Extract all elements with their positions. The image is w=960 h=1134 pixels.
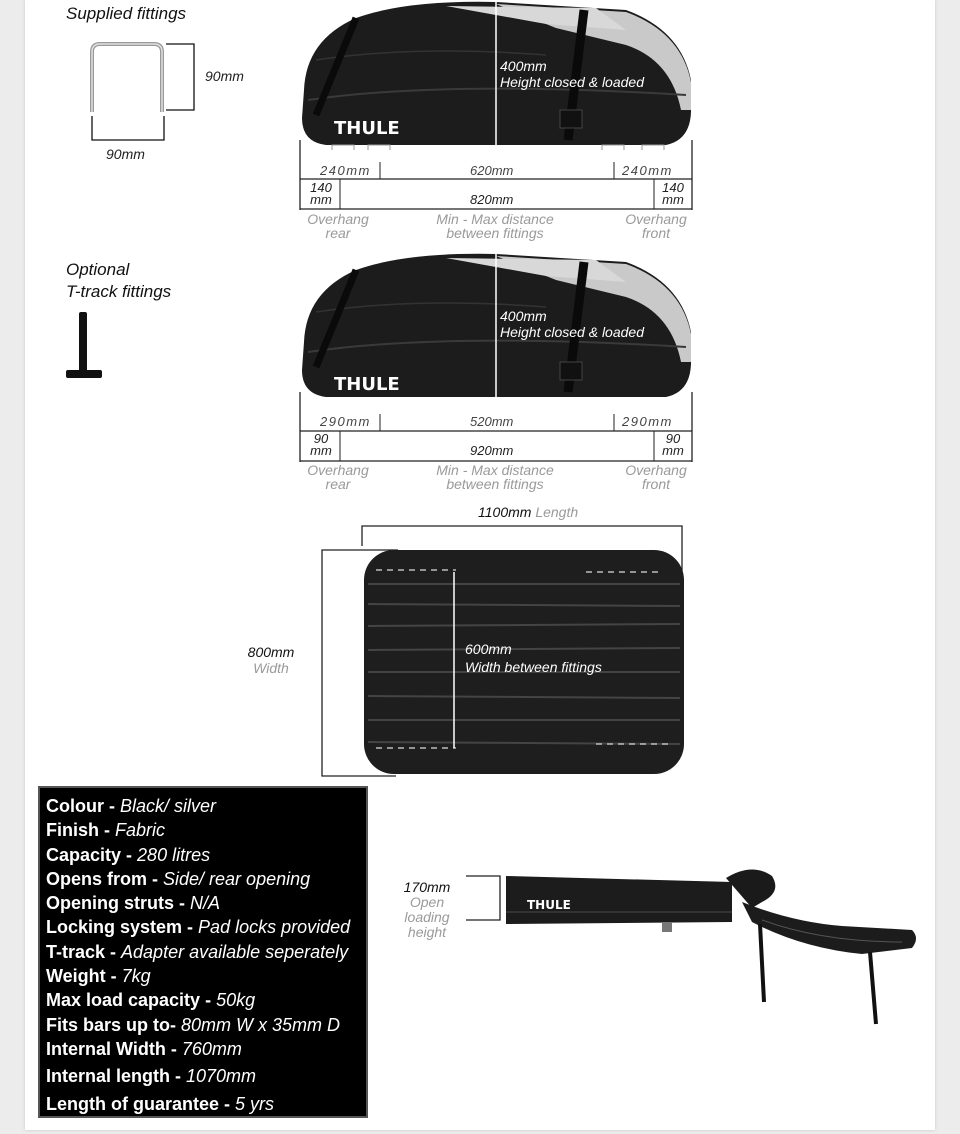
spec-value: 760mm — [181, 1038, 242, 1059]
top-view-between-value: 600mm — [465, 641, 512, 657]
fig2-overhang-right — [654, 433, 692, 457]
spec-key: Finish — [46, 820, 99, 841]
top-view-between-label: Width between fittings — [465, 659, 602, 675]
fig1-min-max-line1: Min - Max distance — [436, 211, 554, 227]
spec-row — [46, 1037, 360, 1061]
fig2-right-seg: 290mm — [622, 414, 673, 429]
fig1-min-max — [420, 212, 570, 240]
spec-separator: - — [165, 1038, 182, 1059]
spec-value: N/A — [190, 893, 221, 914]
fig2-overhang-left — [302, 433, 340, 457]
fig1-overhang-front-line2: front — [641, 225, 670, 241]
spec-value: Side/ rear opening — [163, 868, 311, 889]
spec-value: 50kg — [216, 990, 256, 1011]
fig1-left-seg: 240mm — [320, 163, 371, 178]
thule-logo-1: THULE — [334, 118, 400, 139]
fig2-overhang-left-value: 90 — [313, 431, 329, 446]
fig1-overhang-left-value: 140 — [310, 180, 332, 195]
spec-key: Opening struts — [46, 893, 175, 914]
fig2-overhang-right-value: 90 — [665, 431, 681, 446]
thule-logo-3: THULE — [527, 898, 571, 912]
spec-key: Opens from — [46, 868, 148, 889]
spec-value: 7kg — [121, 966, 151, 987]
supplied-fittings-title: Supplied fittings — [66, 4, 187, 23]
top-view-length-value: 1100mm — [478, 504, 532, 520]
spec-value: Adapter available seperately — [121, 941, 349, 962]
spec-key: T-track — [46, 941, 106, 962]
top-view-width-label: Width — [253, 660, 289, 676]
thule-logo-2: THULE — [334, 374, 400, 395]
fig2-min-max-line1: Min - Max distance — [436, 462, 554, 478]
optional-label: Optional — [66, 260, 130, 279]
spec-separator: - — [147, 868, 164, 889]
fig1-overhang-front-line1: Overhang — [625, 211, 687, 227]
fig2-overhang-front-line2: front — [641, 476, 670, 492]
spec-row — [46, 915, 360, 939]
fig2-height-value: 400mm — [500, 308, 547, 324]
spec-key: Internal Width — [46, 1038, 166, 1059]
bag-open-side-view — [462, 862, 922, 1032]
spec-key: Colour — [46, 796, 104, 816]
fig2-mid-seg: 520mm — [470, 414, 514, 429]
fig2-overhang-front-line1: Overhang — [625, 462, 687, 478]
fig2-overhang-left-unit: mm — [310, 443, 332, 458]
spec-row — [46, 794, 360, 818]
fig1-overhang-right-unit: mm — [662, 192, 684, 207]
open-height-label-1: Open — [409, 894, 445, 910]
fig2-overhang-right-unit: mm — [662, 443, 684, 458]
open-height-label-2: loading — [404, 909, 450, 925]
spec-separator: - — [121, 844, 138, 865]
open-height-label-3: height — [407, 924, 447, 940]
top-view-length-label: Length — [535, 504, 579, 520]
specifications-panel — [38, 786, 368, 1118]
spec-row — [46, 818, 360, 842]
spec-key: Fits bars up to- — [46, 1014, 176, 1035]
spec-value: 5 yrs — [235, 1093, 275, 1114]
top-view-length — [478, 504, 578, 520]
fig1-right-seg: 240mm — [622, 163, 673, 178]
top-view-width-value: 800mm — [247, 644, 295, 660]
fig2-overhang-rear-line2: rear — [325, 476, 351, 492]
fig1-overhang-rear — [298, 212, 378, 240]
spec-value: Fabric — [115, 820, 166, 841]
spec-row — [46, 1013, 360, 1037]
u-bolt-diagram — [84, 40, 204, 144]
spec-separator: - — [182, 917, 199, 938]
spec-separator: - — [105, 966, 122, 987]
spec-separator: - — [105, 941, 122, 962]
spec-separator: - — [99, 820, 115, 841]
fig2-total: 920mm — [470, 443, 514, 458]
fig1-total: 820mm — [470, 192, 514, 207]
u-bolt-height: 90mm — [205, 68, 244, 84]
spec-key: Internal length — [46, 1066, 171, 1087]
fig1-overhang-right-value: 140 — [662, 180, 684, 195]
fig1-mid-seg: 620mm — [470, 163, 514, 178]
spec-separator: - — [219, 1093, 236, 1114]
fig2-height-label: Height closed & loaded — [500, 324, 644, 340]
t-track-bolt-diagram — [62, 310, 106, 382]
fig2-overhang-rear-line1: Overhang — [307, 462, 369, 478]
spec-row — [46, 891, 360, 915]
fig1-overhang-front — [614, 212, 698, 240]
spec-row — [46, 1064, 360, 1088]
fig2-min-max — [420, 463, 570, 491]
spec-value: Black/ silver — [120, 796, 217, 816]
spec-separator: - — [170, 1066, 187, 1087]
spec-value: Pad locks provided — [198, 917, 351, 938]
spec-row — [46, 843, 360, 867]
spec-row — [46, 988, 360, 1012]
spec-key: Max load capacity — [46, 990, 201, 1011]
spec-key: Length of guarantee — [46, 1093, 220, 1114]
spec-value: 80mm W x 35mm D — [181, 1014, 341, 1035]
spec-row — [46, 964, 360, 988]
open-height-value: 170mm — [403, 879, 451, 895]
spec-key: Locking system — [46, 917, 183, 938]
spec-separator: - — [200, 990, 217, 1011]
fig1-overhang-rear-line1: Overhang — [307, 211, 369, 227]
spec-row — [46, 867, 360, 891]
fig2-min-max-line2: between fittings — [446, 476, 544, 492]
spec-row — [46, 1092, 360, 1116]
t-track-label: T-track fittings — [66, 282, 172, 301]
fig1-min-max-line2: between fittings — [446, 225, 544, 241]
spec-row — [46, 940, 360, 964]
spec-separator: - — [104, 796, 120, 816]
fig1-overhang-rear-line2: rear — [325, 225, 351, 241]
fig2-overhang-rear — [298, 463, 378, 491]
fig1-overhang-right — [654, 182, 692, 206]
spec-value: 280 litres — [137, 844, 211, 865]
spec-key: Capacity — [46, 844, 122, 865]
fig1-overhang-left — [302, 182, 340, 206]
fig1-height-value: 400mm — [500, 58, 547, 74]
spec-separator: - — [174, 893, 191, 914]
fig2-left-seg: 290mm — [320, 414, 371, 429]
fig1-height-label: Height closed & loaded — [500, 74, 644, 90]
spec-key: Weight — [46, 966, 106, 987]
open-loading-height — [396, 880, 458, 940]
top-view-width — [236, 644, 306, 676]
u-bolt-width: 90mm — [106, 146, 145, 162]
fig1-overhang-left-unit: mm — [310, 192, 332, 207]
fig2-overhang-front — [614, 463, 698, 491]
spec-value: 1070mm — [186, 1066, 257, 1087]
